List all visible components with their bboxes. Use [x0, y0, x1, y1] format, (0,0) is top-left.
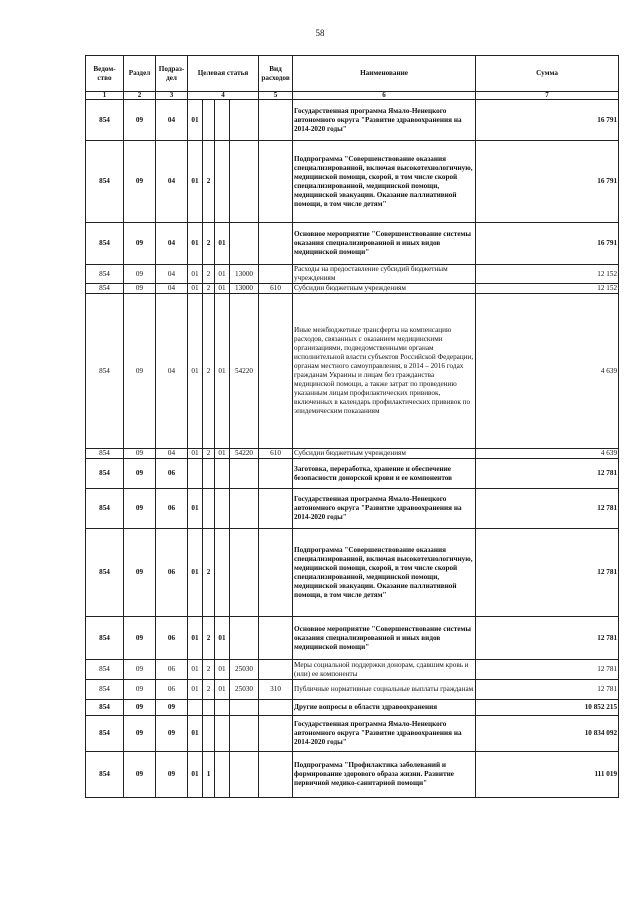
ved-cell: 854: [86, 284, 124, 294]
target-program-cell: 01: [188, 529, 203, 617]
target-subprogram-cell: 2: [203, 680, 215, 700]
expense-type-cell: [259, 529, 293, 617]
table-row: [86, 100, 619, 141]
target-direction-cell: 25030: [230, 660, 259, 680]
target-program-cell: 01: [188, 716, 203, 752]
expense-type-cell: [259, 700, 293, 716]
target-subprogram-cell: [203, 100, 215, 141]
expense-type-cell: [259, 617, 293, 660]
razdel-cell: 09: [124, 223, 156, 265]
ved-cell: 854: [86, 223, 124, 265]
header-target: Целевая статья: [188, 56, 259, 92]
sum-cell: 12 152: [476, 284, 619, 294]
col-number: 4: [188, 92, 259, 100]
col-number: 6: [293, 92, 476, 100]
target-program-cell: 01: [188, 100, 203, 141]
target-measure-cell: 01: [215, 680, 230, 700]
target-program-cell: 01: [188, 449, 203, 459]
target-measure-cell: 01: [215, 223, 230, 265]
table-row: [86, 716, 619, 752]
expense-type-cell: [259, 489, 293, 529]
sum-cell: 10 834 092: [476, 716, 619, 752]
target-subprogram-cell: 2: [203, 294, 215, 449]
name-cell: Государственная программа Ямало-Ненецкого автономного округа "Развитие здравоохранения на 2014-2020 годы": [293, 489, 476, 529]
expense-type-cell: [259, 265, 293, 284]
table-row: [86, 294, 619, 449]
expense-type-cell: [259, 660, 293, 680]
podrazdel-cell: 06: [156, 680, 188, 700]
name-cell: Государственная программа Ямало-Ненецкого автономного округа "Развитие здравоохранения на 2014-2020 годы": [293, 100, 476, 141]
expense-type-cell: [259, 459, 293, 489]
ved-cell: 854: [86, 265, 124, 284]
razdel-cell: 09: [124, 449, 156, 459]
target-direction-cell: 54220: [230, 294, 259, 449]
name-cell: Подпрограмма "Совершенствование оказания специализированной, включая высокотехнологичную, медицинской помощи, скорой, в том числе скорой специализированной, медицинской помощи, медицинской эвакуации. Оказание паллиативной помощи, в том числе детям": [293, 141, 476, 223]
target-measure-cell: [215, 716, 230, 752]
target-subprogram-cell: 1: [203, 752, 215, 798]
target-program-cell: [188, 459, 203, 489]
header-podrazdel: Подраз-дел: [156, 56, 188, 92]
target-program-cell: [188, 700, 203, 716]
target-measure-cell: [215, 141, 230, 223]
target-measure-cell: [215, 459, 230, 489]
target-subprogram-cell: 2: [203, 660, 215, 680]
razdel-cell: 09: [124, 489, 156, 529]
page-number: 58: [315, 28, 325, 38]
target-direction-cell: 13000: [230, 284, 259, 294]
name-cell: Субсидии бюджетным учреждениям: [293, 449, 476, 459]
header-row: [86, 56, 619, 92]
razdel-cell: 09: [124, 265, 156, 284]
razdel-cell: 09: [124, 680, 156, 700]
name-cell: Субсидии бюджетным учреждениям: [293, 284, 476, 294]
ved-cell: 854: [86, 449, 124, 459]
table-row: [86, 700, 619, 716]
target-measure-cell: 01: [215, 617, 230, 660]
ved-cell: 854: [86, 294, 124, 449]
table-row: [86, 617, 619, 660]
name-cell: Государственная программа Ямало-Ненецкого автономного округа "Развитие здравоохранения на 2014-2020 годы": [293, 716, 476, 752]
col-number: 5: [259, 92, 293, 100]
target-program-cell: 01: [188, 141, 203, 223]
sum-cell: 4 639: [476, 449, 619, 459]
target-measure-cell: [215, 700, 230, 716]
ved-cell: 854: [86, 100, 124, 141]
target-program-cell: 01: [188, 294, 203, 449]
expense-type-cell: [259, 294, 293, 449]
name-cell: Подпрограмма "Совершенствование оказания специализированной, включая высокотехнологичную, медицинской помощи, скорой, в том числе скорой специализированной, медицинской помощи, медицинской эвакуации. Оказание паллиативной помощи, в том числе детям": [293, 529, 476, 617]
target-direction-cell: [230, 100, 259, 141]
target-program-cell: 01: [188, 284, 203, 294]
sum-cell: 12 781: [476, 617, 619, 660]
ved-cell: 854: [86, 752, 124, 798]
header-ved: Ведом-ство: [86, 56, 124, 92]
razdel-cell: 09: [124, 284, 156, 294]
target-direction-cell: [230, 489, 259, 529]
target-program-cell: 01: [188, 223, 203, 265]
name-cell: Публичные нормативные социальные выплаты гражданам: [293, 680, 476, 700]
expense-type-cell: [259, 223, 293, 265]
target-measure-cell: [215, 752, 230, 798]
podrazdel-cell: 04: [156, 449, 188, 459]
ved-cell: 854: [86, 716, 124, 752]
name-cell: Основное мероприятие "Совершенствование системы оказания специализированной и иных видов медицинской помощи": [293, 223, 476, 265]
razdel-cell: 09: [124, 716, 156, 752]
table-row: [86, 141, 619, 223]
expense-type-cell: 310: [259, 680, 293, 700]
name-cell: Иные межбюджетные трансферты на компенсацию расходов, связанных с оказанием медицинскими организациями, подведомственными органам исполнительной власти субъектов Российской Федерации, органам местного самоуправления, в 2014 – 2016 годах гражданам Украины и лицам без гражданства медицинской помощи, а также затрат по проведению указанным лицам профилактических прививок, включенных в календарь профилактических прививок по эпидемическим показаниям: [293, 294, 476, 449]
podrazdel-cell: 09: [156, 700, 188, 716]
sum-cell: 4 639: [476, 294, 619, 449]
target-program-cell: 01: [188, 752, 203, 798]
podrazdel-cell: 09: [156, 716, 188, 752]
razdel-cell: 09: [124, 700, 156, 716]
table-row: [86, 265, 619, 284]
sum-cell: 16 791: [476, 223, 619, 265]
sum-cell: 10 852 215: [476, 700, 619, 716]
name-cell: Основное мероприятие "Совершенствование системы оказания специализированной и иных видов медицинской помощи": [293, 617, 476, 660]
target-subprogram-cell: [203, 459, 215, 489]
col-number: 3: [156, 92, 188, 100]
target-direction-cell: [230, 752, 259, 798]
target-direction-cell: [230, 700, 259, 716]
podrazdel-cell: 06: [156, 489, 188, 529]
target-measure-cell: 01: [215, 265, 230, 284]
sum-cell: 12 152: [476, 265, 619, 284]
column-number-row: [86, 92, 619, 100]
header-vid: Вид расходов: [259, 56, 293, 92]
name-cell: Заготовка, переработка, хранение и обеспечение безопасности донорской крови и ее компонентов: [293, 459, 476, 489]
header-sum: Сумма: [476, 56, 619, 92]
expense-type-cell: [259, 141, 293, 223]
ved-cell: 854: [86, 617, 124, 660]
col-number: 1: [86, 92, 124, 100]
podrazdel-cell: 04: [156, 223, 188, 265]
target-subprogram-cell: 2: [203, 449, 215, 459]
table-body: [86, 100, 619, 798]
table-row: [86, 284, 619, 294]
podrazdel-cell: 09: [156, 752, 188, 798]
razdel-cell: 09: [124, 529, 156, 617]
target-measure-cell: [215, 529, 230, 617]
target-program-cell: 01: [188, 265, 203, 284]
target-direction-cell: [230, 223, 259, 265]
sum-cell: 16 791: [476, 100, 619, 141]
ved-cell: 854: [86, 680, 124, 700]
target-measure-cell: 01: [215, 294, 230, 449]
target-direction-cell: [230, 716, 259, 752]
target-subprogram-cell: 2: [203, 265, 215, 284]
header-name: Наименование: [293, 56, 476, 92]
table-row: [86, 752, 619, 798]
podrazdel-cell: 04: [156, 284, 188, 294]
sum-cell: 12 781: [476, 660, 619, 680]
target-subprogram-cell: [203, 489, 215, 529]
ved-cell: 854: [86, 141, 124, 223]
target-subprogram-cell: [203, 700, 215, 716]
razdel-cell: 09: [124, 752, 156, 798]
ved-cell: 854: [86, 529, 124, 617]
table-row: [86, 529, 619, 617]
target-program-cell: 01: [188, 680, 203, 700]
expense-type-cell: 610: [259, 449, 293, 459]
sum-cell: 12 781: [476, 529, 619, 617]
target-measure-cell: [215, 100, 230, 141]
target-direction-cell: [230, 617, 259, 660]
expense-type-cell: [259, 100, 293, 141]
ved-cell: 854: [86, 700, 124, 716]
name-cell: Другие вопросы в области здравоохранения: [293, 700, 476, 716]
podrazdel-cell: 04: [156, 100, 188, 141]
podrazdel-cell: 04: [156, 141, 188, 223]
name-cell: Подпрограмма "Профилактика заболеваний и формирование здорового образа жизни. Развитие первичной медико-санитарной помощи": [293, 752, 476, 798]
expense-type-cell: 610: [259, 284, 293, 294]
sum-cell: 12 781: [476, 489, 619, 529]
razdel-cell: 09: [124, 617, 156, 660]
podrazdel-cell: 06: [156, 529, 188, 617]
razdel-cell: 09: [124, 141, 156, 223]
razdel-cell: 09: [124, 459, 156, 489]
podrazdel-cell: 04: [156, 265, 188, 284]
table-row: [86, 680, 619, 700]
podrazdel-cell: 06: [156, 459, 188, 489]
name-cell: Меры социальной поддержки донорам, сдавшим кровь и (или) ее компоненты: [293, 660, 476, 680]
budget-table: [85, 55, 619, 798]
expense-type-cell: [259, 716, 293, 752]
target-direction-cell: [230, 141, 259, 223]
sum-cell: 12 781: [476, 680, 619, 700]
target-measure-cell: 01: [215, 284, 230, 294]
razdel-cell: 09: [124, 294, 156, 449]
header-razdel: Раздел: [124, 56, 156, 92]
table-row: [86, 459, 619, 489]
target-direction-cell: 13000: [230, 265, 259, 284]
name-cell: Расходы на предоставление субсидий бюджетным учреждениям: [293, 265, 476, 284]
target-measure-cell: [215, 489, 230, 529]
razdel-cell: 09: [124, 660, 156, 680]
target-subprogram-cell: 2: [203, 617, 215, 660]
table-row: [86, 489, 619, 529]
ved-cell: 854: [86, 660, 124, 680]
col-number: 2: [124, 92, 156, 100]
razdel-cell: 09: [124, 100, 156, 141]
target-direction-cell: 25030: [230, 680, 259, 700]
target-subprogram-cell: [203, 716, 215, 752]
sum-cell: 12 781: [476, 459, 619, 489]
expense-type-cell: [259, 752, 293, 798]
table-row: [86, 660, 619, 680]
sum-cell: 111 019: [476, 752, 619, 798]
target-subprogram-cell: 2: [203, 529, 215, 617]
target-measure-cell: 01: [215, 449, 230, 459]
table-row: [86, 223, 619, 265]
target-program-cell: 01: [188, 660, 203, 680]
ved-cell: 854: [86, 489, 124, 529]
target-measure-cell: 01: [215, 660, 230, 680]
podrazdel-cell: 06: [156, 660, 188, 680]
ved-cell: 854: [86, 459, 124, 489]
target-subprogram-cell: 2: [203, 223, 215, 265]
target-subprogram-cell: 2: [203, 284, 215, 294]
sum-cell: 16 791: [476, 141, 619, 223]
target-direction-cell: 54220: [230, 449, 259, 459]
table-row: [86, 449, 619, 459]
target-direction-cell: [230, 529, 259, 617]
target-program-cell: 01: [188, 617, 203, 660]
target-program-cell: 01: [188, 489, 203, 529]
col-number: 7: [476, 92, 619, 100]
podrazdel-cell: 06: [156, 617, 188, 660]
target-direction-cell: [230, 459, 259, 489]
target-subprogram-cell: 2: [203, 141, 215, 223]
podrazdel-cell: 04: [156, 294, 188, 449]
